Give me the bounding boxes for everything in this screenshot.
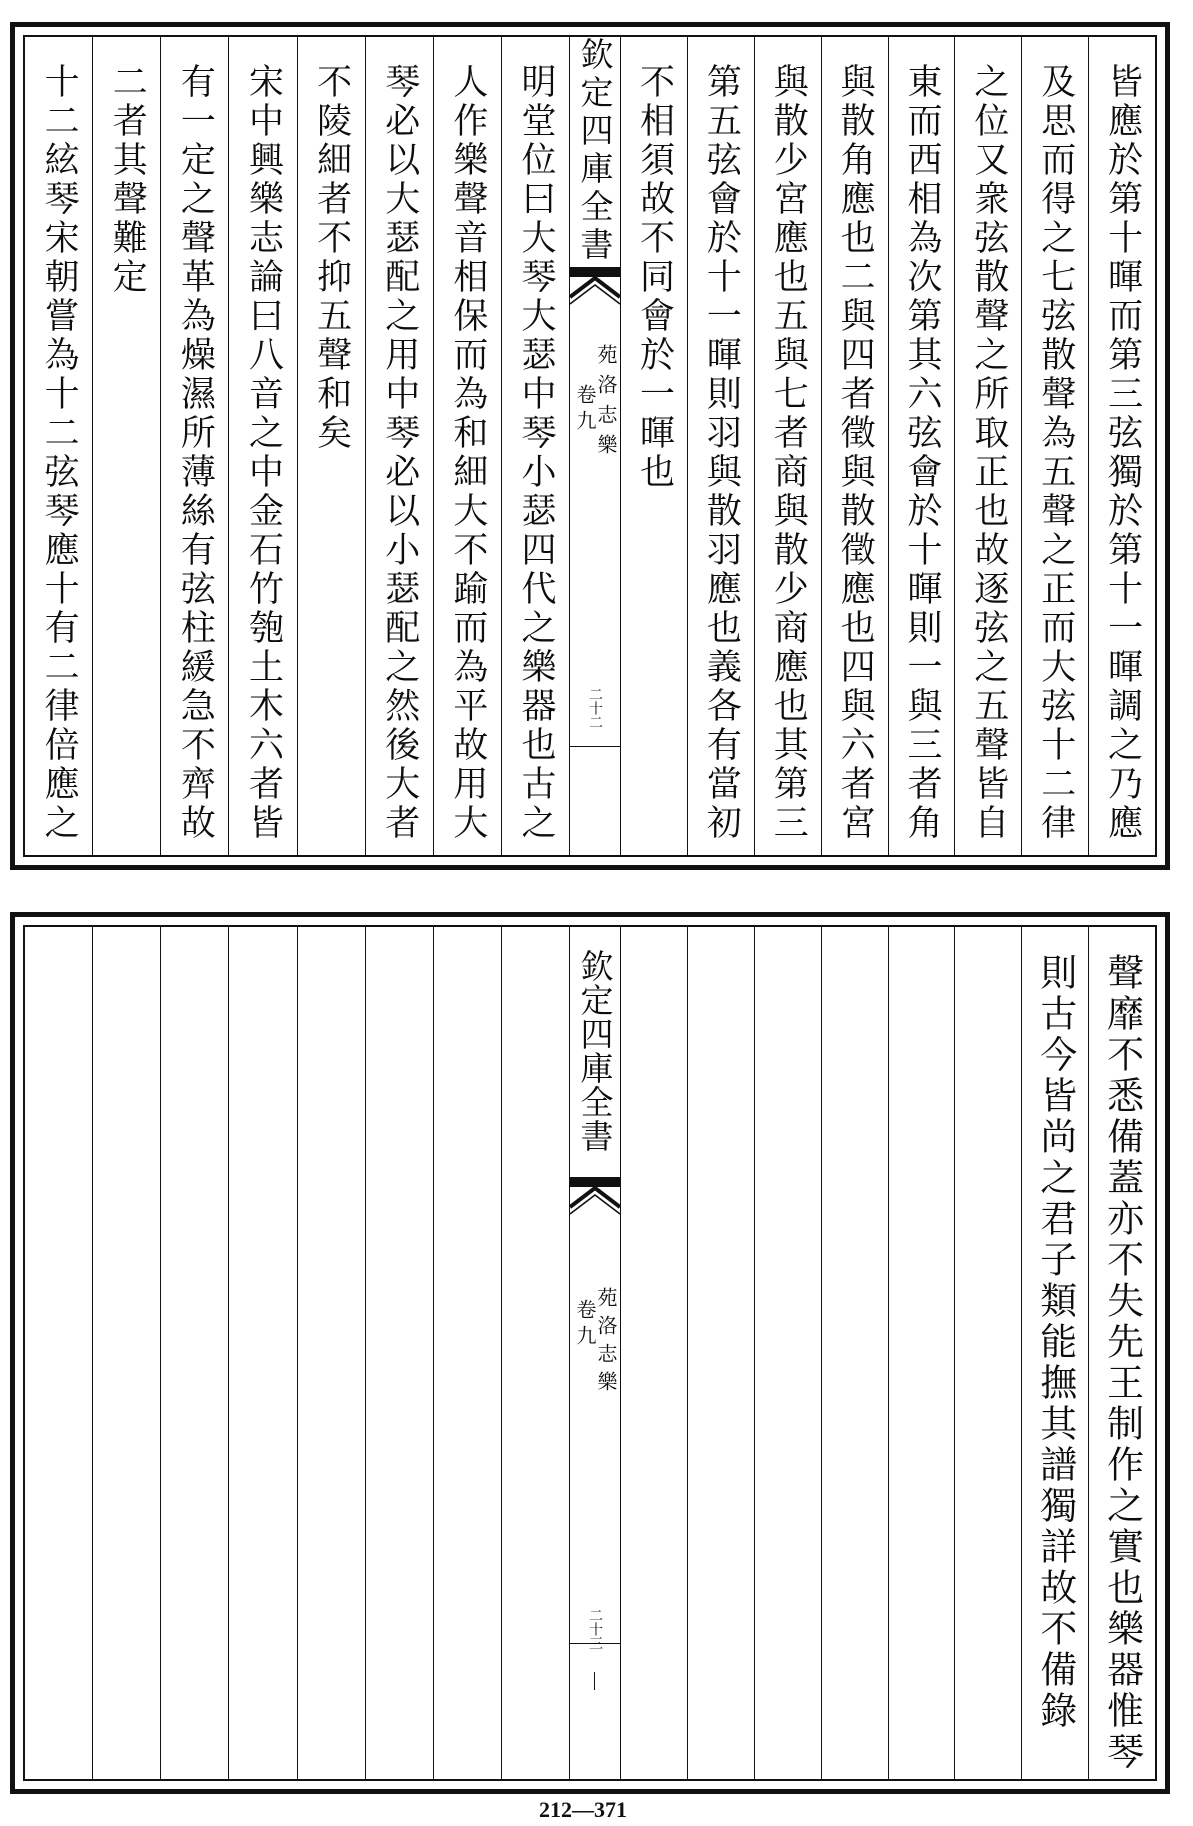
empty-column [92, 927, 160, 1779]
center-fold-column [569, 927, 621, 1779]
empty-column [687, 927, 754, 1779]
text-column [821, 37, 888, 855]
column-text: 宋中興樂志論曰八音之中金石竹匏土木六者皆 [243, 63, 284, 843]
center-divider [570, 1643, 620, 1644]
collection-title: 欽定四庫全書 [575, 37, 615, 265]
column-text: 十二絃琴宋朝嘗為十二弦琴應十有二律倍應之 [39, 63, 80, 843]
chapter-label: 卷九 [573, 1299, 597, 1351]
empty-column [821, 927, 888, 1779]
center-tick-mark [594, 1672, 595, 1690]
collection-title: 欽定四庫全書 [575, 949, 615, 1153]
column-text: 不相須故不同會於一暉也 [634, 63, 675, 492]
center-divider [570, 746, 620, 747]
text-column [1088, 927, 1155, 1779]
fishtail-chevron [570, 278, 620, 297]
fishtail-ornament-icon [570, 267, 620, 305]
book-title: 苑洛志樂 [594, 344, 618, 464]
empty-column [228, 927, 296, 1779]
text-column [1021, 927, 1088, 1779]
text-column [25, 37, 92, 855]
text-column [888, 37, 955, 855]
text-column [160, 37, 228, 855]
column-text: 與散角應也二與四者徵與散徵應也四與六者宮 [835, 63, 876, 843]
empty-column [621, 927, 687, 1779]
column-text: 皆應於第十暉而第三弦獨於第十一暉調之乃應 [1102, 63, 1143, 843]
column-text: 聲靡不悉備蓋亦不失先王制作之實也樂器惟琴 [1100, 953, 1144, 1773]
book-title: 苑洛志樂 [594, 1287, 618, 1399]
center-title-wrap [570, 949, 620, 1153]
center-fold-column [569, 37, 621, 855]
text-column [228, 37, 296, 855]
lower-page-frame [23, 925, 1157, 1781]
text-column [433, 37, 501, 855]
upper-page-frame [23, 35, 1157, 857]
column-text: 則古今皆尚之君子類能撫其譜獨詳故不備錄 [1033, 953, 1077, 1732]
column-text: 與散少宮應也五與七者商與散少商應也其第三 [768, 63, 809, 843]
text-column [297, 37, 365, 855]
column-text: 不陵細者不抑五聲和矣 [311, 63, 352, 453]
empty-column [888, 927, 955, 1779]
text-column [92, 37, 160, 855]
empty-column [754, 927, 821, 1779]
column-text: 二者其聲難定 [107, 63, 148, 297]
text-column [1021, 37, 1088, 855]
text-column [954, 37, 1021, 855]
text-column [501, 37, 569, 855]
upper-right-text-block [621, 37, 1155, 855]
empty-column [365, 927, 433, 1779]
text-column [754, 37, 821, 855]
fishtail-chevron-inner [570, 285, 620, 304]
column-text: 明堂位曰大琴大瑟中琴小瑟四代之樂器也古之 [515, 63, 556, 843]
empty-column [160, 927, 228, 1779]
column-text: 及思而得之七弦散聲為五聲之正而大弦十二律 [1035, 63, 1076, 843]
text-column [1088, 37, 1155, 855]
text-column [687, 37, 754, 855]
upper-left-text-block [25, 37, 569, 855]
column-text: 第五弦會於十一暉則羽與散羽應也義各有當初 [701, 63, 742, 843]
column-text: 有一定之聲革為燥濕所薄絲有弦柱緩急不齊故 [175, 63, 216, 843]
lower-right-text-block [621, 927, 1155, 1779]
empty-column [297, 927, 365, 1779]
column-text: 東而西相為次第其六弦會於十暉則一與三者角 [901, 63, 942, 843]
empty-column [433, 927, 501, 1779]
empty-column [954, 927, 1021, 1779]
lower-left-text-block [25, 927, 569, 1779]
fishtail-ornament-icon [570, 1177, 620, 1215]
fishtail-chevron [570, 1188, 620, 1207]
chapter-label: 卷九 [573, 384, 597, 436]
empty-column [501, 927, 569, 1779]
column-text: 之位又衆弦散聲之所取正也故逐弦之五聲皆自 [968, 63, 1009, 843]
text-column [365, 37, 433, 855]
column-text: 琴必以大瑟配之用中琴必以小瑟配之然後大者 [379, 63, 420, 843]
column-text: 人作樂聲音相保而為和細大不踰而為平故用大 [447, 63, 488, 843]
center-title-wrap [570, 37, 620, 265]
text-column [621, 37, 687, 855]
folio-wrap [570, 687, 620, 729]
folio-number: 二十二 [587, 687, 603, 729]
lower-half-page [10, 912, 1170, 1794]
page-code: 212—371 [539, 1797, 627, 1822]
upper-half-page [10, 22, 1170, 870]
fishtail-chevron-inner [570, 1195, 620, 1214]
folio-number: 二十三 [587, 1608, 603, 1650]
empty-column [25, 927, 92, 1779]
